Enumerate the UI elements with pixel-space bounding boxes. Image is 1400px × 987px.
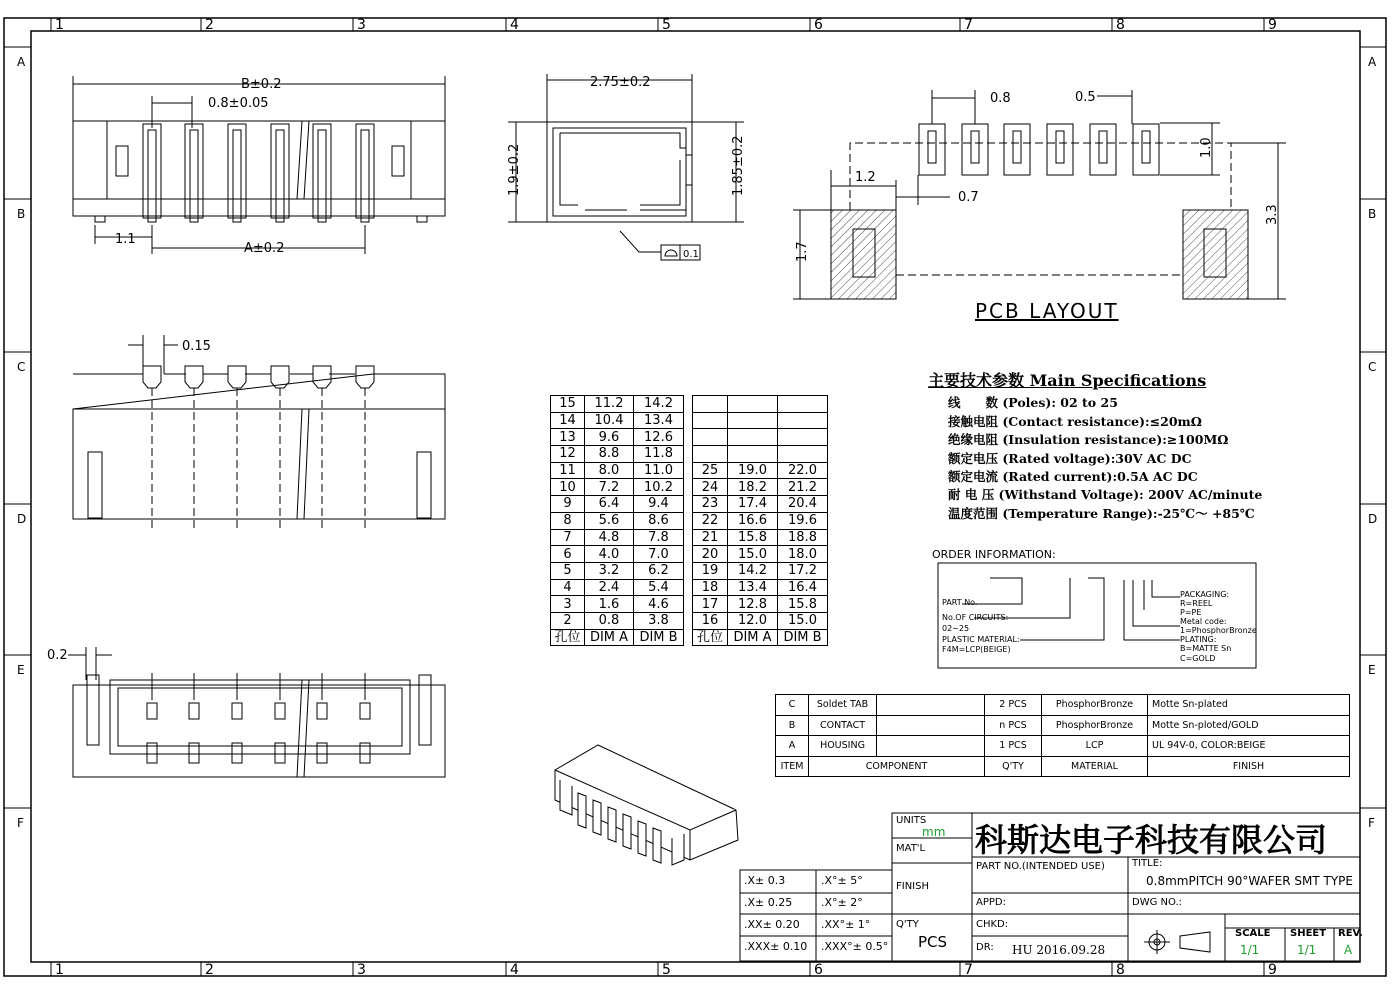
row-label-left: C (17, 360, 26, 374)
pcb-tab-height-label: 1.7 (795, 241, 810, 262)
bom-cell: HOUSING (809, 736, 877, 757)
dim-cell: 22 (693, 512, 728, 529)
pcb-total-height-label: 3.3 (1265, 204, 1280, 225)
contact-pin-core (276, 130, 284, 222)
scale-value: 1/1 (1240, 943, 1260, 957)
pcb-pad-inner (1099, 131, 1107, 163)
bom-cell: Motte Sn-plated (1148, 695, 1350, 716)
dim-cell: 8.0 (585, 462, 634, 479)
spec-item: 耐 电 压 (Withstand Voltage): 200V AC/minute (948, 487, 1263, 503)
dim-cell (728, 429, 778, 446)
dim-cell: 18.0 (778, 546, 828, 563)
bottom-pin-top (189, 703, 199, 719)
bom-cell: LCP (1042, 736, 1148, 757)
units-label: UNITS (896, 815, 927, 826)
dim-cell: 9.4 (634, 496, 684, 513)
iso-pin (638, 821, 646, 856)
bom-cell: PhosphorBronze (1042, 695, 1148, 716)
part-no-label: PART NO.(INTENDED USE) (976, 861, 1105, 872)
column-label-top: 5 (662, 17, 671, 33)
tolerance-value: .X°± 5° (821, 874, 863, 887)
dim-cell: 16 (693, 612, 728, 629)
bom-header-cell: Q'TY (985, 756, 1042, 777)
pcb-pad (1047, 124, 1073, 175)
dim-cell: 2 (551, 612, 585, 629)
bom-cell (877, 695, 985, 716)
dim-cell (728, 396, 778, 413)
dim-row (551, 479, 684, 496)
iso-pin (593, 800, 601, 835)
order-plating: PLATING: (1180, 635, 1217, 644)
order-metal-value: 1=PhosphorBronze (1180, 626, 1257, 635)
dim-cell: 15.0 (728, 546, 778, 563)
order-packaging: PACKAGING: (1180, 590, 1230, 599)
dim-row (693, 612, 828, 629)
dim-row (551, 396, 684, 413)
dim-cell: 19 (693, 562, 728, 579)
finish-label: FINISH (896, 881, 929, 892)
column-label-top: 9 (1268, 17, 1277, 33)
dim-row (551, 429, 684, 446)
dim-cell: 11.2 (585, 396, 634, 413)
dim-header-cell: 孔位 (551, 629, 585, 646)
row-label-left: E (17, 663, 25, 677)
flatness-value: 0.1 (683, 249, 699, 260)
dim-cell (778, 429, 828, 446)
bom-cell: n PCS (985, 715, 1042, 736)
contact-pin-core (361, 130, 369, 222)
dim-cell: 11 (551, 462, 585, 479)
dim-b-label: B±0.2 (241, 77, 282, 92)
spec-item: 温度范围 (Temperature Range):-25℃～ +85℃ (948, 505, 1255, 521)
dim-cell: 4 (551, 579, 585, 596)
bottom-view (68, 647, 445, 777)
iso-view (555, 745, 738, 865)
dim-cell: 18 (693, 579, 728, 596)
column-label-bottom: 2 (205, 962, 214, 978)
column-label-bottom: 5 (662, 962, 671, 978)
bom-cell: 2 PCS (985, 695, 1042, 716)
dim-row (551, 529, 684, 546)
bom-cell: 1 PCS (985, 736, 1042, 757)
contact-pin (356, 124, 374, 218)
company-name: 科斯达电子科技有限公司 (975, 821, 1328, 859)
tolerance-value: .XXX± 0.10 (744, 940, 808, 953)
dim-header-cell: 孔位 (693, 629, 728, 646)
dim-cell (778, 446, 828, 463)
dim-cell: 15 (551, 396, 585, 413)
iso-pin (653, 828, 661, 863)
pcb-pad-height-label: 1.0 (1199, 137, 1214, 158)
dim-cell: 15.8 (728, 529, 778, 546)
dim-row (551, 546, 684, 563)
row-label-left: F (17, 816, 24, 830)
contact-pin (271, 124, 289, 218)
row-label-right: A (1368, 55, 1377, 69)
dim-cell: 9 (551, 496, 585, 513)
pcb-layout (793, 90, 1286, 299)
dim-cell: 9.6 (585, 429, 634, 446)
dim-cell: 5.4 (634, 579, 684, 596)
dwg-no-label: DWG NO.: (1132, 897, 1183, 908)
dr-label: DR: (976, 942, 994, 953)
order-circuits-range: 02~25 (942, 624, 970, 633)
bom-cell: Motte Sn-ploted/GOLD (1148, 715, 1350, 736)
dim-cell: 5.6 (585, 512, 634, 529)
row-label-right: D (1368, 512, 1378, 526)
bom-cell: CONTACT (809, 715, 877, 736)
row-label-right: C (1368, 360, 1377, 374)
front-pin (185, 366, 203, 388)
dim-row (693, 479, 828, 496)
dim-table-right (692, 395, 828, 646)
column-label-bottom: 1 (55, 962, 64, 978)
pcb-pad-inner (1013, 131, 1021, 163)
pcb-pad (962, 124, 988, 175)
dim-row (693, 529, 828, 546)
iso-pin (623, 814, 631, 849)
dim-cell (728, 412, 778, 429)
dim-cell: 21.2 (778, 479, 828, 496)
bottom-pin-top (317, 703, 327, 719)
dim-cell: 1.6 (585, 596, 634, 613)
iso-pin (608, 807, 616, 842)
dim-header-cell: DIM A (585, 629, 634, 646)
contact-pin-core (233, 130, 241, 222)
dim-cell: 3 (551, 596, 585, 613)
dim-cell: 17 (693, 596, 728, 613)
title-value: 0.8mmPITCH 90°WAFER SMT TYPE (1146, 874, 1353, 888)
dim-cell: 11.0 (634, 462, 684, 479)
column-label-top: 8 (1116, 17, 1125, 33)
dim-row (693, 396, 828, 413)
dim-row (551, 446, 684, 463)
pcb-pad (919, 124, 945, 175)
spec-item: 额定电流 (Rated current):0.5A AC DC (948, 469, 1198, 485)
dim-cell: 14.2 (728, 562, 778, 579)
pcb-pitch-label: 0.8 (990, 91, 1011, 106)
dim-cell: 3.2 (585, 562, 634, 579)
row-label-right: F (1368, 816, 1375, 830)
order-metal: Metal code: (1180, 617, 1227, 626)
dim-header-row (551, 629, 684, 646)
dim-cell: 13.4 (634, 412, 684, 429)
order-info-title: ORDER INFORMATION: (932, 548, 1056, 561)
dim-cell: 16.4 (778, 579, 828, 596)
qty-label: Q'TY (896, 919, 919, 930)
tolerance-value: .XX± 0.20 (744, 918, 800, 931)
bom-header-row (776, 756, 1350, 777)
scale-label: SCALE (1235, 928, 1271, 939)
dim-row (551, 579, 684, 596)
dim-table-left (550, 395, 684, 646)
pcb-pad-inner (928, 131, 936, 163)
dim-cell: 24 (693, 479, 728, 496)
contact-pin (143, 124, 161, 218)
dim-row (551, 412, 684, 429)
contact-pin (313, 124, 331, 218)
front-pin (313, 366, 331, 388)
dim-cell: 16.6 (728, 512, 778, 529)
spec-item: 线 数 (Poles): 02 to 25 (948, 395, 1118, 411)
dim-cell: 6 (551, 546, 585, 563)
pcb-spacing-label: 0.7 (958, 190, 979, 205)
bom-row (776, 695, 1350, 716)
title-label: TITLE: (1132, 858, 1163, 869)
bom-cell (877, 715, 985, 736)
sheet-value: 1/1 (1297, 943, 1317, 957)
dim-cell: 20 (693, 546, 728, 563)
column-label-bottom: 8 (1116, 962, 1125, 978)
row-label-left: A (17, 55, 26, 69)
bom-cell: Soldet TAB (809, 695, 877, 716)
dim-cell (693, 396, 728, 413)
front-pin (143, 366, 161, 388)
dim-cell: 15.0 (778, 612, 828, 629)
dim-row (693, 579, 828, 596)
bom-cell: B (776, 715, 809, 736)
bom-header-cell: ITEM (776, 756, 809, 777)
dim-cell: 3.8 (634, 612, 684, 629)
dim-cell: 8.8 (585, 446, 634, 463)
dim-cell: 4.6 (634, 596, 684, 613)
spec-item: 额定电压 (Rated voltage):30V AC DC (948, 450, 1192, 466)
dim-cell: 4.0 (585, 546, 634, 563)
order-plastic-value: F4M=LCP(BEIGE) (942, 645, 1011, 654)
dim-row (693, 496, 828, 513)
bottom-pin-top (232, 703, 242, 719)
bottom-pin-top (275, 703, 285, 719)
dim-row (551, 562, 684, 579)
tolerance-value: .XXX°± 0.5° (821, 940, 889, 953)
dim-cell: 4.8 (585, 529, 634, 546)
spec-item: 绝缘电阻 (Insulation resistance):≥100MΩ (948, 432, 1229, 448)
column-label-bottom: 6 (814, 962, 823, 978)
column-label-top: 3 (357, 17, 366, 33)
main-specifications (928, 371, 1263, 523)
bom-table (775, 694, 1350, 777)
bom-cell: PhosphorBronze (1042, 715, 1148, 736)
dim-row (551, 496, 684, 513)
dim-row (693, 462, 828, 479)
bom-row (776, 736, 1350, 757)
front-pin (228, 366, 246, 388)
bottom-pin-top (147, 703, 157, 719)
dim-cell: 13 (551, 429, 585, 446)
dim-cell: 14 (551, 412, 585, 429)
dim-header-cell: DIM B (778, 629, 828, 646)
dim-cell: 6.2 (634, 562, 684, 579)
pcb-offset-label: 1.2 (855, 170, 876, 185)
bom-cell (877, 736, 985, 757)
dim-a-label: A±0.2 (244, 241, 285, 256)
dim-pitch-label: 0.8±0.05 (208, 96, 269, 111)
bom-cell: A (776, 736, 809, 757)
column-label-top: 7 (964, 17, 973, 33)
dim-cell: 0.8 (585, 612, 634, 629)
order-gold: C=GOLD (1180, 654, 1216, 663)
dim-cell (693, 446, 728, 463)
dim-row (693, 412, 828, 429)
dim-cell: 17.2 (778, 562, 828, 579)
pcb-pad-width-label: 0.5 (1075, 90, 1096, 105)
units-value: mm (922, 825, 946, 839)
rev-label: REV. (1338, 928, 1363, 939)
side-height-left-label: 1.9±0.2 (507, 143, 522, 196)
bottom-pin-top (360, 703, 370, 719)
pcb-pad (1133, 124, 1159, 175)
rev-value: A (1344, 943, 1353, 957)
dim-header-row (693, 629, 828, 646)
contact-pin-core (148, 130, 156, 222)
dim-cell: 7.2 (585, 479, 634, 496)
contact-pin-core (318, 130, 326, 222)
spec-title: 主要技术参数 Main Specifications (928, 371, 1207, 390)
side-view (508, 74, 744, 260)
order-reel: R=REEL (1180, 599, 1213, 608)
spec-item: 接触电阻 (Contact resistance):≤20mΩ (948, 413, 1202, 429)
bom-cell: C (776, 695, 809, 716)
dim-cell (693, 412, 728, 429)
dim-header-cell: DIM B (634, 629, 684, 646)
pin-width-label: 0.15 (182, 339, 211, 354)
contact-pin (185, 124, 203, 218)
dim-row (693, 596, 828, 613)
appd-label: APPD: (976, 897, 1006, 908)
iso-pin (578, 793, 586, 828)
sheet-label: SHEET (1290, 928, 1327, 939)
dim-cell: 12.8 (728, 596, 778, 613)
front-view (73, 335, 445, 530)
dim-cell: 18.8 (778, 529, 828, 546)
dim-cell (778, 396, 828, 413)
dim-cell: 12 (551, 446, 585, 463)
column-label-top: 1 (55, 17, 64, 33)
side-width-label: 2.75±0.2 (590, 75, 651, 90)
dim-cell: 8 (551, 512, 585, 529)
dim-header-cell: DIM A (728, 629, 778, 646)
dim-row (551, 596, 684, 613)
dim-cell: 10 (551, 479, 585, 496)
dim-cell: 12.0 (728, 612, 778, 629)
bom-row (776, 715, 1350, 736)
column-label-bottom: 7 (964, 962, 973, 978)
dim-cell: 12.6 (634, 429, 684, 446)
dim-cell: 19.0 (728, 462, 778, 479)
tolerance-value: .X°± 2° (821, 896, 863, 909)
row-label-left: B (17, 207, 26, 221)
dim-cell: 11.8 (634, 446, 684, 463)
dim-cell (693, 429, 728, 446)
side-height-right-label: 1.85±0.2 (731, 135, 746, 196)
dim-cell: 17.4 (728, 496, 778, 513)
order-pe: P=PE (1180, 608, 1202, 617)
bom-header-cell: COMPONENT (809, 756, 985, 777)
tolerance-value: .X± 0.3 (744, 874, 786, 887)
dim-cell: 13.4 (728, 579, 778, 596)
contact-pin-core (190, 130, 198, 222)
dim-row (693, 446, 828, 463)
dim-row (693, 512, 828, 529)
dim-row (551, 512, 684, 529)
dim-cell: 22.0 (778, 462, 828, 479)
dim-cell: 25 (693, 462, 728, 479)
pcb-pad-inner (971, 131, 979, 163)
dim-cell (728, 446, 778, 463)
dim-cell (778, 412, 828, 429)
dim-cell: 23 (693, 496, 728, 513)
front-pin (356, 366, 374, 388)
dim-cell: 14.2 (634, 396, 684, 413)
pcb-pad (1090, 124, 1116, 175)
dim-row (551, 462, 684, 479)
bom-header-cell: MATERIAL (1042, 756, 1148, 777)
dim-row (693, 546, 828, 563)
matl-label: MAT'L (896, 843, 926, 854)
dim-cell: 20.4 (778, 496, 828, 513)
column-label-top: 4 (510, 17, 519, 33)
dim-row (551, 612, 684, 629)
dim-cell: 19.6 (778, 512, 828, 529)
order-matte: B=MATTE Sn (1180, 644, 1232, 653)
dim-row (693, 562, 828, 579)
bom-cell: UL 94V-0, COLOR:BEIGE (1148, 736, 1350, 757)
tolerance-value: .XX°± 1° (821, 918, 871, 931)
pcb-pad (1004, 124, 1030, 175)
pcb-pad-inner (1142, 131, 1150, 163)
dim-cell: 7.8 (634, 529, 684, 546)
column-label-bottom: 3 (357, 962, 366, 978)
order-plastic: PLASTIC MATERIAL: (942, 635, 1020, 644)
dim-cell: 10.2 (634, 479, 684, 496)
dim-cell: 10.4 (585, 412, 634, 429)
tolerance-value: .X± 0.25 (744, 896, 793, 909)
dim-cell: 18.2 (728, 479, 778, 496)
dim-row (693, 429, 828, 446)
pcb-pad-inner (1056, 131, 1064, 163)
qty-value: PCS (918, 933, 948, 951)
dim-cell: 8.6 (634, 512, 684, 529)
bom-header-cell: FINISH (1148, 756, 1350, 777)
row-label-right: E (1368, 663, 1376, 677)
dim-cell: 21 (693, 529, 728, 546)
dim-cell: 15.8 (778, 596, 828, 613)
order-circuits: No.OF CIRCUITS: (942, 613, 1009, 622)
dim-cell: 2.4 (585, 579, 634, 596)
dim-cell: 5 (551, 562, 585, 579)
order-part-no: PART No. (942, 598, 978, 607)
dr-value: HU 2016.09.28 (1012, 943, 1106, 957)
column-label-top: 2 (205, 17, 214, 33)
dim-cell: 7 (551, 529, 585, 546)
column-label-bottom: 4 (510, 962, 519, 978)
row-label-left: D (17, 512, 27, 526)
contact-pin (228, 124, 246, 218)
row-label-right: B (1368, 207, 1377, 221)
dim-offset-label: 1.1 (115, 232, 136, 247)
dim-cell: 6.4 (585, 496, 634, 513)
column-label-top: 6 (814, 17, 823, 33)
chkd-label: CHKD: (976, 919, 1009, 930)
pcb-layout-title: PCB LAYOUT (975, 299, 1119, 323)
dim-cell: 7.0 (634, 546, 684, 563)
gap-label: 0.2 (47, 648, 68, 663)
column-label-bottom: 9 (1268, 962, 1277, 978)
